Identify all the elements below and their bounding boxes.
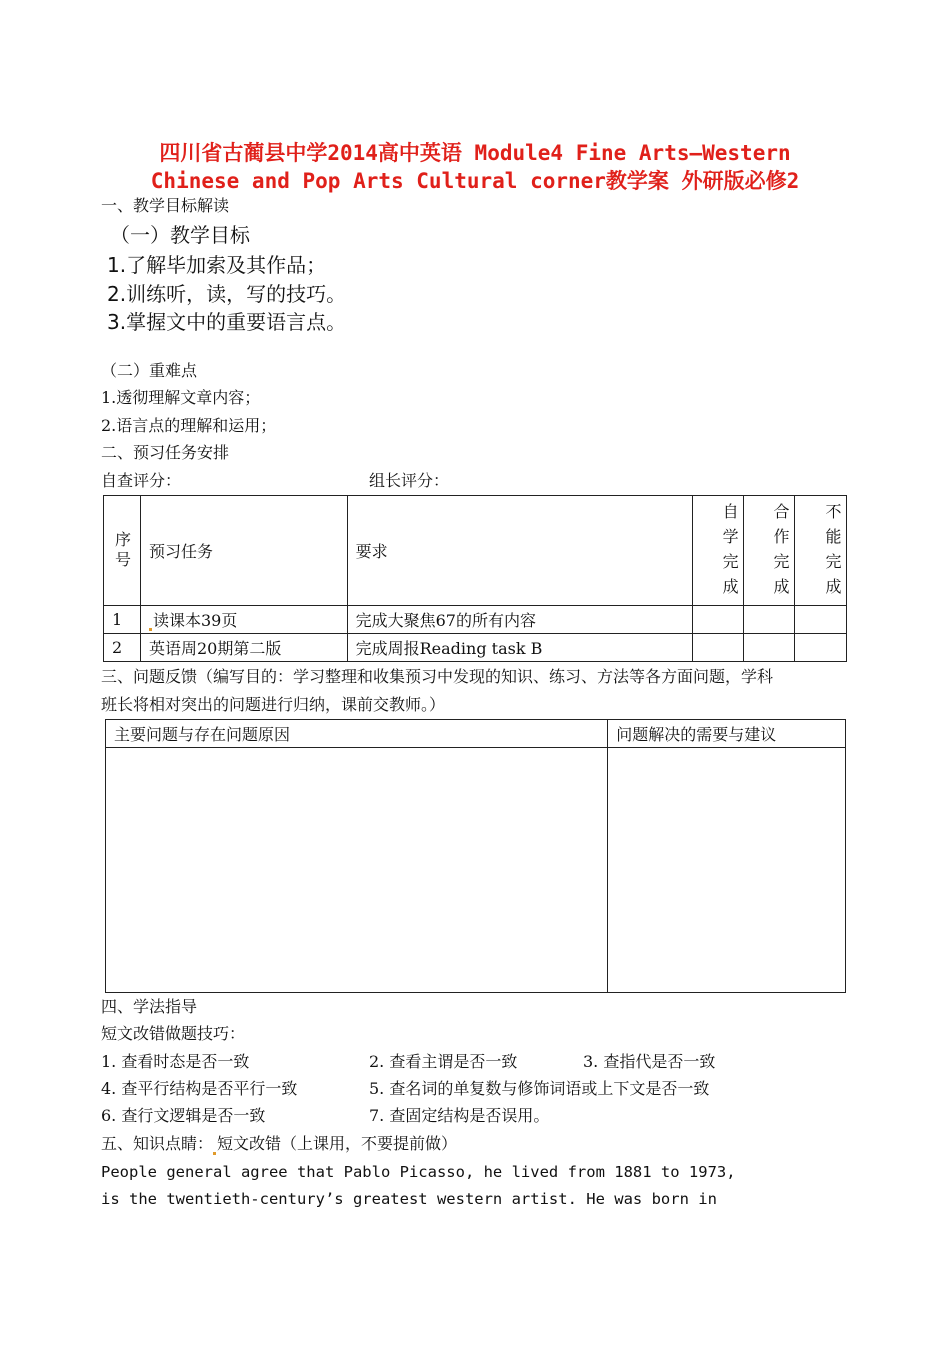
key-point-1: 1.透彻理解文章内容；	[101, 388, 261, 407]
passage-line-1: People general agree that Pablo Picasso, he lived from 1881 to 1973,	[101, 1163, 736, 1181]
row2-index: 2	[104, 634, 141, 662]
feedback-table	[105, 719, 846, 993]
tip-6: 6. 查行文逻辑是否一致	[101, 1106, 266, 1125]
passage-line-2: is the twentieth-century’s greatest western artist. He was born in	[101, 1190, 717, 1208]
header-self-complete: 自学完成	[693, 496, 744, 606]
tip-2: 2. 查看主谓是否一致	[369, 1052, 518, 1071]
header-cannot-complete: 不能完成	[795, 496, 847, 606]
row2-requirement: 完成周报Reading task B	[347, 634, 692, 662]
row2-cannot	[795, 634, 847, 662]
tips-subheading: 短文改错做题技巧：	[101, 1024, 246, 1043]
header-coop-complete: 合作完成	[744, 496, 795, 606]
feedback-col-problems: 主要问题与存在问题原因	[106, 720, 608, 748]
tip-3: 3. 查指代是否一致	[583, 1052, 716, 1071]
row1-requirement: 完成大聚焦67的所有内容	[347, 606, 692, 634]
row2-coop	[744, 634, 795, 662]
table-row	[104, 634, 847, 662]
section2-heading: 二、预习任务安排	[101, 443, 230, 462]
section1-heading: 一、教学目标解读	[101, 196, 230, 215]
row1-cannot	[795, 606, 847, 634]
mark-dot	[149, 628, 152, 631]
objective-item-1: 1.了解毕加索及其作品；	[107, 253, 327, 277]
objectives-subheading: （一）教学目标	[110, 223, 250, 247]
header-task: 预习任务	[140, 496, 347, 606]
key-point-2: 2.语言点的理解和运用；	[101, 416, 277, 435]
tip-1: 1. 查看时态是否一致	[101, 1052, 250, 1071]
section5-heading-rest: 短文改错（上课用，不要提前做）	[217, 1134, 458, 1153]
section3-heading-line-1: 三、问题反馈（编写目的：学习整理和收集预习中发现的知识、练习、方法等各方面问题，学科	[101, 667, 774, 686]
objective-item-2: 2.训练听，读，写的技巧。	[107, 282, 347, 306]
row1-index: 1	[104, 606, 141, 634]
preview-task-table	[103, 495, 847, 662]
section3-heading-line-2: 班长将相对突出的问题进行归纳，课前交教师。）	[101, 695, 446, 714]
header-index: 序号	[104, 496, 141, 606]
tip-4: 4. 查平行结构是否平行一致	[101, 1079, 298, 1098]
key-points-heading: （二）重难点	[101, 361, 198, 380]
row1-task-text: 读课本39页	[152, 611, 238, 630]
feedback-problems-cell	[106, 748, 608, 993]
row1-self	[693, 606, 744, 634]
document-title-line-2: Chinese and Pop Arts Cultural corner教学案 外研版必修2	[150, 169, 800, 193]
row1-task	[140, 606, 347, 634]
table-header-row	[104, 496, 847, 606]
row2-self	[693, 634, 744, 662]
objective-item-3: 3.掌握文中的重要语言点。	[107, 310, 347, 334]
tip-5: 5. 查名词的单复数与修饰词语或上下文是否一致	[369, 1079, 710, 1098]
table-row	[104, 606, 847, 634]
section4-heading: 四、学法指导	[101, 997, 198, 1016]
section5-heading-prefix: 五、知识点睛：	[101, 1134, 214, 1153]
header-requirement: 要求	[347, 496, 692, 606]
leader-eval-label: 组长评分：	[369, 471, 450, 490]
row2-task: 英语周20期第二版	[140, 634, 347, 662]
section5-heading	[101, 1133, 457, 1155]
row1-coop	[744, 606, 795, 634]
self-eval-label: 自查评分：	[101, 471, 182, 490]
mark-dot	[213, 1152, 216, 1155]
feedback-col-suggestions: 问题解决的需要与建议	[608, 720, 846, 748]
feedback-header-row	[106, 720, 846, 748]
feedback-suggestions-cell	[608, 748, 846, 993]
feedback-body-row	[106, 748, 846, 993]
tip-7: 7. 查固定结构是否误用。	[369, 1106, 550, 1125]
document-title-line-1: 四川省古蔺县中学2014高中英语 Module4 Fine Arts—Western	[159, 141, 791, 165]
